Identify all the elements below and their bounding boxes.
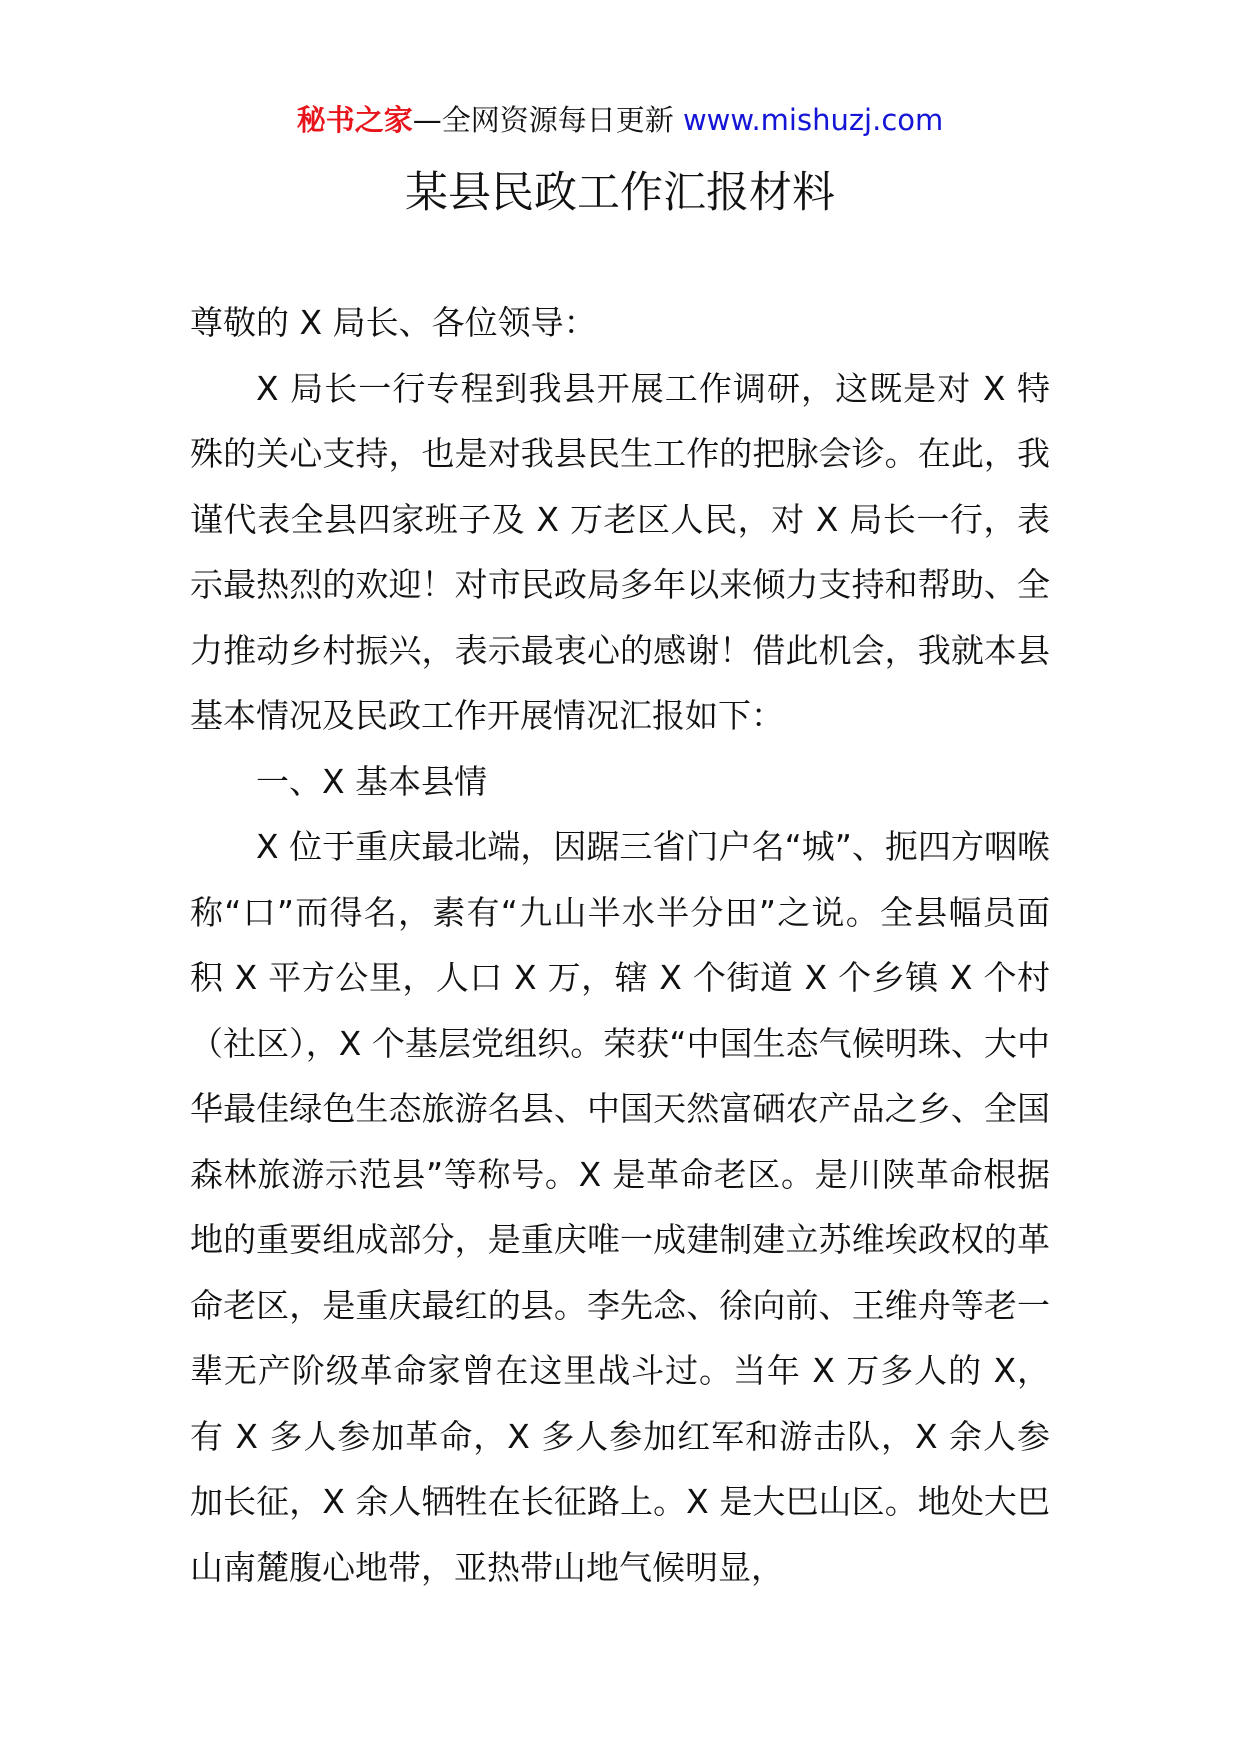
section-heading-1: 一、X 基本县情 (256, 761, 488, 801)
paragraph-county-overview: X 位于重庆最北端，因踞三省门户名“城”、扼四方咽喉称“口”而得名，素有“九山半水半分田”之说。全县幅员面积 X 平方公里，人口 X 万，辖 X 个街道 X 个乡镇 X 个村（社区），X 个基层党组织。荣获“中国生态气候明珠、大中华最佳绿色生态旅游名县、中国天然富硒农产品之乡、全国森林旅游示范县”等称号。X 是革命老区。是川陕革命根据地的重要组成部分，是重庆唯一成建制建立苏维埃政权的革命老区，是重庆最红的县。李先念、徐向前、王维舟等老一辈无产阶级革命家曾在这里战斗过。当年 X 万多人的 X，有 X 多人参加革命，X 多人参加红军和游击队，X 余人参加长征，X 余人牺牲在长征路上。X 是大巴山区。地处大巴山南麓腹心地带，亚热带山地气候明显， (190, 827, 1050, 1587)
site-url-link[interactable]: www.mishuzj.com (682, 103, 944, 137)
paragraph-intro: X 局长一行专程到我县开展工作调研，这既是对 X 特殊的关心支持，也是对我县民生工作的把脉会诊。在此，我谨代表全县四家班子及 X 万老区人民，对 X 局长一行，表示最热烈的欢迎！对市民政局多年以来倾力支持和帮助、全力推动乡村振兴，表示最衷心的感谢！借此机会，我就本县基本情况及民政工作开展情况汇报如下： (190, 368, 1050, 735)
document-title: 某县民政工作汇报材料 (405, 168, 835, 218)
site-header (0, 100, 1240, 140)
salutation: 尊敬的 X 局长、各位领导： (190, 303, 597, 342)
document-body (190, 290, 1050, 1600)
brand-name: 秘书之家 (296, 103, 413, 137)
site-slogan: —全网资源每日更新 (412, 103, 683, 137)
